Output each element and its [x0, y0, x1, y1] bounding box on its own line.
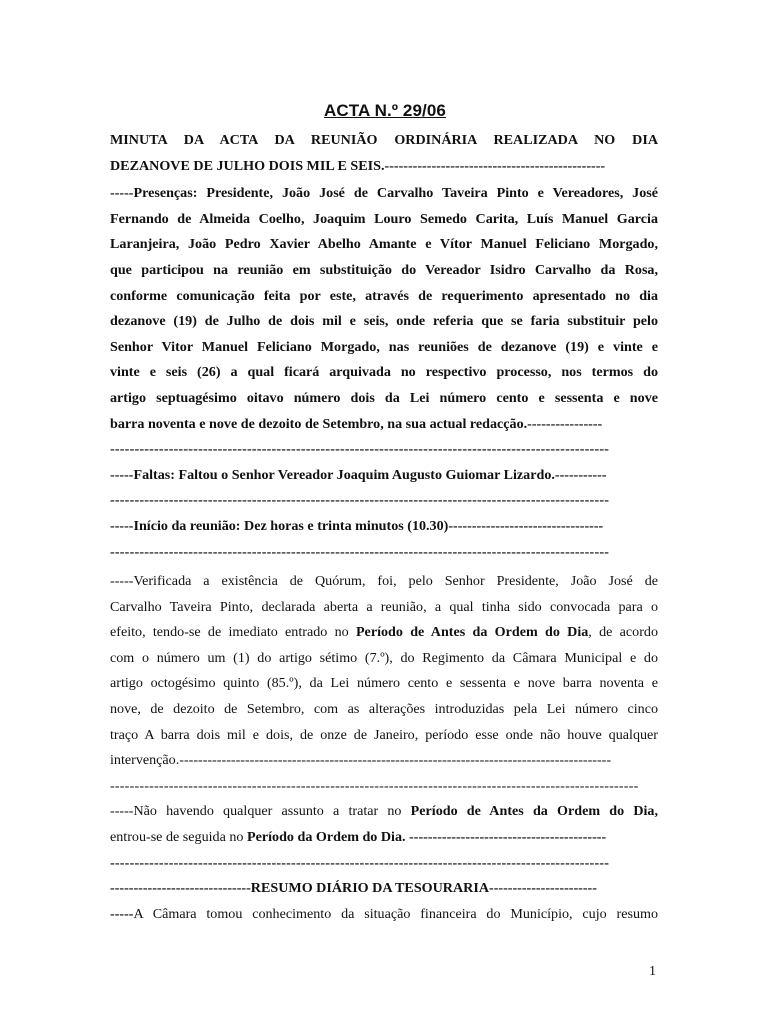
separator-line: ------------------------------------------------------------------------------------------------------: [110, 543, 610, 560]
verificada-text: efeito, tendo-se de imediato entrado no: [110, 624, 356, 641]
presencas-line: Senhor Vitor Manuel Feliciano Morgado, nas reuniões de dezanove (19) e vinte e: [110, 338, 658, 355]
faltas-paragraph: [110, 463, 658, 514]
nao-havendo-text: entrou-se de seguida no: [110, 829, 247, 846]
verificada-paragraph: [110, 569, 658, 799]
minuta-heading: [110, 128, 658, 179]
heading-line-1: MINUTA DA ACTA DA REUNIÃO ORDINÁRIA REALIZADA NO DIA: [110, 132, 658, 148]
nao-havendo-text: -----Não havendo qualquer assunto a tratar no: [110, 803, 411, 820]
verificada-line: -----Verificada a existência de Quórum, foi, pelo Senhor Presidente, João José de: [110, 573, 658, 590]
separator-line: ------------------------------------------------------------------------------------------------------: [110, 854, 610, 871]
presencas-line: dezanove (19) de Julho de dois mil e seis, onde referia que se faria substituir pelo: [110, 313, 658, 330]
resumo-dashes: -----: [110, 905, 134, 922]
presencas-line: -----Presenças: Presidente, João José de Carvalho Taveira Pinto e Vereadores, José: [110, 185, 658, 202]
presencas-line: vinte e seis (26) a qual ficará arquivada no respectivo processo, nos termos do: [110, 364, 658, 381]
document-body: [110, 128, 658, 927]
separator-line: ------------------------------------------------------------------------------------------------------------: [110, 777, 639, 794]
inicio-line: -----Início da reunião: Dez horas e trinta minutos (10.30)---------------------------------: [110, 517, 604, 534]
resumo-section: [110, 876, 658, 927]
separator-line: ------------------------------------------------------------------------------------------------------: [110, 441, 610, 458]
presencas-line: artigo septuagésimo oitavo número dois da Lei número cento e sessenta e nove: [110, 389, 658, 406]
verificada-line: com o número um (1) do artigo sétimo (7.º), do Regimento da Câmara Municipal e do: [110, 649, 658, 666]
resumo-line: [110, 902, 658, 928]
presencas-line: Laranjeira, João Pedro Xavier Abelho Amante e Vítor Manuel Feliciano Morgado,: [110, 236, 658, 253]
verificada-line: [110, 620, 658, 646]
inicio-paragraph: [110, 514, 658, 565]
document-title: ACTA N.º 29/06: [324, 101, 446, 120]
resumo-text: A Câmara tomou conhecimento da situação financeira do Município, cujo resumo: [133, 905, 658, 922]
nao-havendo-line: [110, 799, 658, 825]
verificada-line: artigo octogésimo quinto (85.º), da Lei número cento e sessenta e nove barra noventa e: [110, 675, 658, 692]
heading-line-2: DEZANOVE DE JULHO DOIS MIL E SEIS.-----------------------------------------------: [110, 157, 606, 174]
verificada-text: , de acordo: [588, 624, 658, 641]
verificada-line: nove, de dezoito de Setembro, com as alterações introduzidas pela Lei número cinco: [110, 701, 658, 718]
verificada-line: traço A barra dois mil e dois, de onze de Janeiro, período esse onde não houve qualquer: [110, 726, 658, 743]
periodo-antes-ordem-dia: Período de Antes da Ordem do Dia,: [410, 803, 658, 820]
presencas-paragraph: [110, 181, 658, 463]
page-number: 1: [649, 964, 656, 979]
nao-havendo-line: [110, 825, 658, 851]
periodo-antes-ordem-dia: Período de Antes da Ordem do Dia: [355, 624, 589, 641]
presencas-line: barra noventa e nove de dezoito de Setembro, na sua actual redacção.----------------: [110, 415, 603, 432]
verificada-line: Carvalho Taveira Pinto, declarada aberta a reunião, a qual tinha sido convocada para o: [110, 598, 658, 615]
presencas-line: que participou na reunião em substituição do Vereador Isidro Carvalho da Rosa,: [110, 261, 658, 278]
presencas-line: Fernando de Almeida Coelho, Joaquim Louro Semedo Carita, Luís Manuel Garcia: [110, 210, 658, 227]
nao-havendo-paragraph: [110, 799, 658, 876]
presencas-line: conforme comunicação feita por este, através de requerimento apresentado no dia: [110, 287, 658, 304]
periodo-ordem-dia: Período da Ordem do Dia. ------------------------------------------: [246, 829, 607, 846]
separator-line: ------------------------------------------------------------------------------------------------------: [110, 492, 610, 509]
resumo-heading: ------------------------------RESUMO DIÁRIO DA TESOURARIA-----------------------: [110, 880, 597, 897]
verificada-line: intervenção.--------------------------------------------------------------------------------------------: [110, 752, 612, 769]
faltas-line: -----Faltas: Faltou o Senhor Vereador Joaquim Augusto Guiomar Lizardo.-----------: [110, 466, 607, 483]
